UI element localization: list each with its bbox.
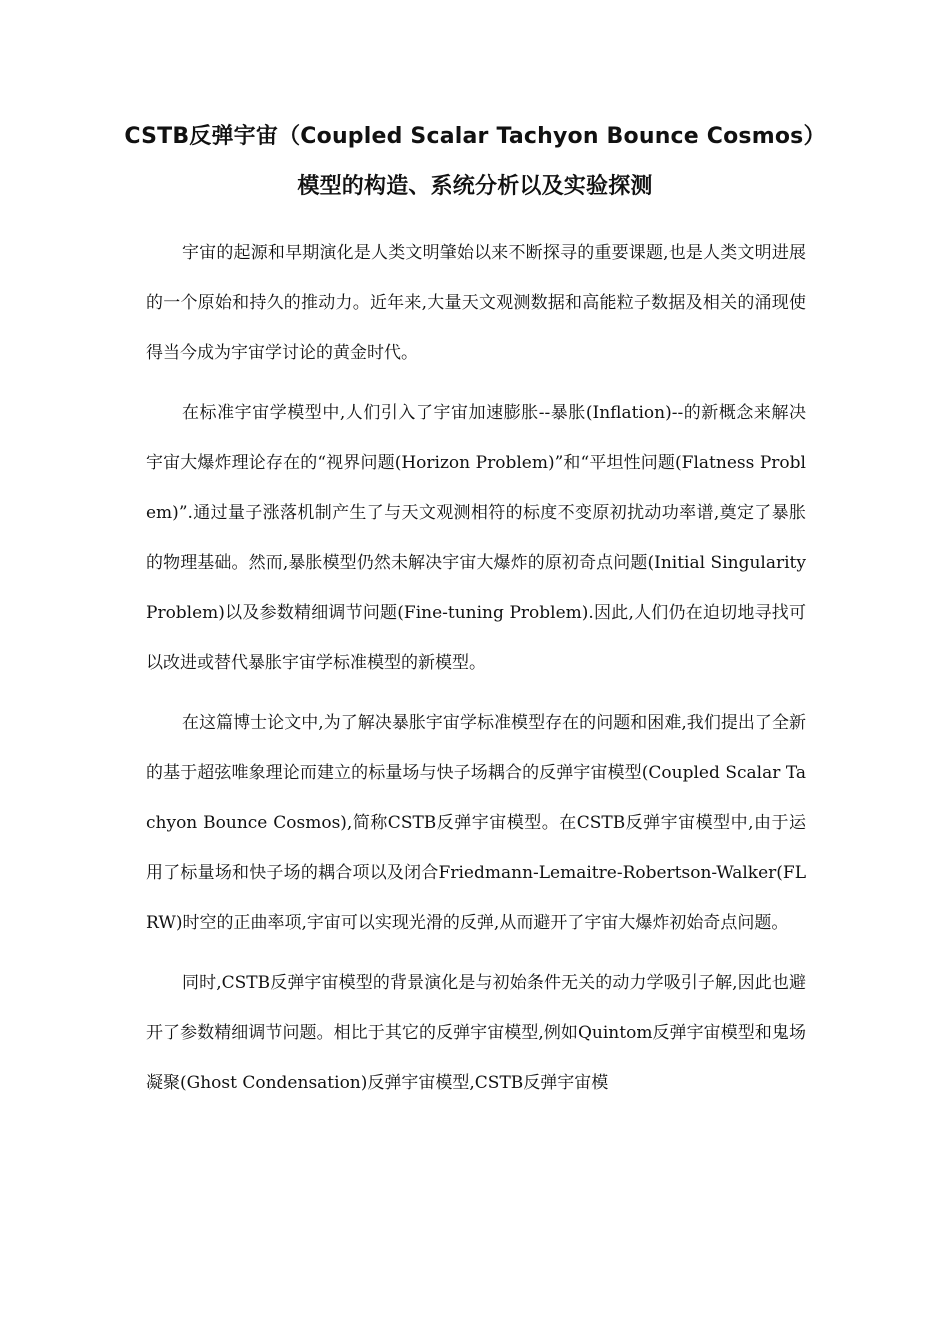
paragraph: 在这篇博士论文中,为了解决暴胀宇宙学标准模型存在的问题和困难,我们提出了全新的基于超弦唯象理论而建立的标量场与快子场耦合的反弹宇宙模型(Coupled Scalar Tachyon Bounce Cosmos),简称CSTB反弹宇宙模型。在CSTB反弹宇宙模型中,由于运用了标量场和快子场的耦合项以及闭合Friedmann-Lemaitre-Robertson-Walker(FLRW)时空的正曲率项,宇宙可以实现光滑的反弹,从而避开了宇宙大爆炸初始奇点问题。	[146, 713, 806, 933]
document-body	[146, 228, 806, 1118]
paragraph: 宇宙的起源和早期演化是人类文明肇始以来不断探寻的重要课题,也是人类文明进展的一个原始和持久的推动力。近年来,大量天文观测数据和高能粒子数据及相关的涌现使得当今成为宇宙学讨论的黄金时代。	[146, 243, 806, 363]
paragraph: 同时,CSTB反弹宇宙模型的背景演化是与初始条件无关的动力学吸引子解,因此也避开了参数精细调节问题。相比于其它的反弹宇宙模型,例如Quintom反弹宇宙模型和鬼场凝聚(Ghost Condensation)反弹宇宙模型,CSTB反弹宇宙模	[146, 973, 806, 1093]
paragraph: 在标准宇宙学模型中,人们引入了宇宙加速膨胀--暴胀(Inflation)--的新概念来解决宇宙大爆炸理论存在的“视界问题(Horizon Problem)”和“平坦性问题(Flatness Problem)”.通过量子涨落机制产生了与天文观测相符的标度不变原初扰动功率谱,奠定了暴胀的物理基础。然而,暴胀模型仍然未解决宇宙大爆炸的原初奇点问题(Initial Singularity Problem)以及参数精细调节问题(Fine-tuning Problem).因此,人们仍在迫切地寻找可以改进或替代暴胀宇宙学标准模型的新模型。	[146, 403, 806, 673]
document-title: CSTB反弹宇宙（Coupled Scalar Tachyon Bounce Cosmos）模型的构造、系统分析以及实验探测	[124, 124, 826, 199]
